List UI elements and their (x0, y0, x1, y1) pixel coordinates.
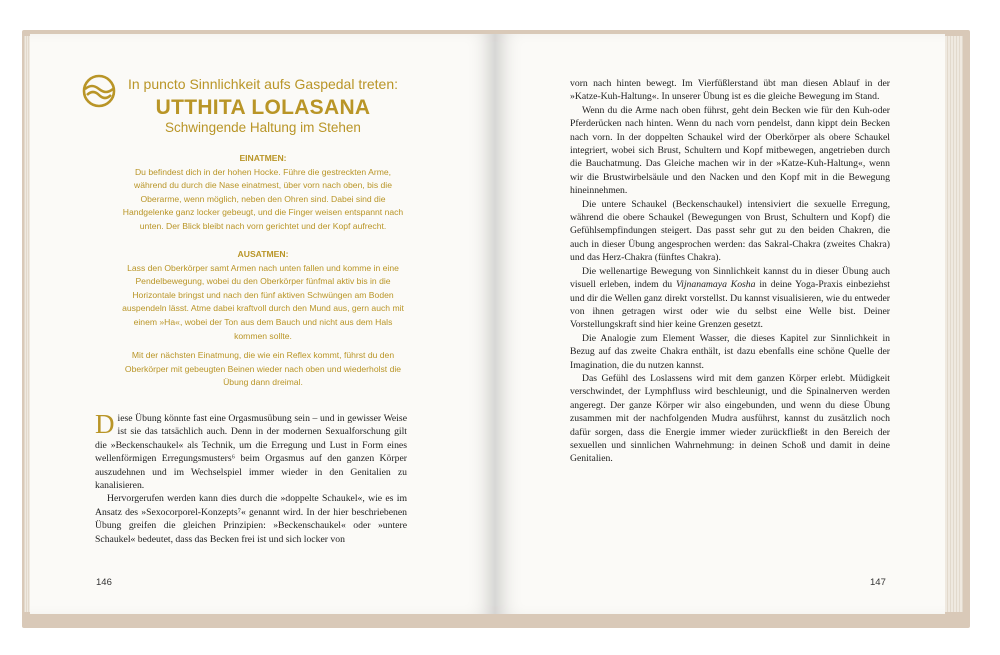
paragraph: Die wellenartige Bewegung von Sinnlichkeit kannst du in dieser Übung auch visuell erleben, indem du Vijnanamaya Kosha in deine Yoga-Praxis einbeziehst und dir die Wellen ganz direkt vorstellst. Du kannst visualisieren, wie du entweder von ihnen getragen wirst oder wie du selbst eine Welle bist. Deiner Vorstellungskraft sind hier keine Grenzen gesetzt. (570, 265, 890, 331)
water-wave-circle-icon (82, 74, 116, 108)
paragraph: Wenn du die Arme nach oben führst, geht dein Becken wie für den Kuh-oder Pferderücken nach hinten. Wenn du nach vorn pendelst, dann kippt dein Becken nach vorn. In der doppelten Schaukel wird der Oberkörper als obere Schaukel integriert, wobei sich Brust, Schultern und Kopf mitbewegen, angetrieben durch die Bauchatmung. Das Gleiche machen wir in der »Katze-Kuh-Haltung«, wenn wir die Brustwirbelsäule und den Nacken und den Kopf mit in die Bewegung hineinnehmen. (570, 104, 890, 197)
repeat-block (122, 349, 404, 390)
paragraph: Hervorgerufen werden kann dies durch die »doppelte Schaukel«, wie es im Ansatz des »Sexocorporel-Konzepts⁷« genannt wird. In der hier beschriebenen Übung greifen die gleichen Prinzipien: »Beckenschaukel« oder »untere Schaukel« bedeutet, dass das Becken frei ist und sich locker von (95, 493, 407, 545)
inhale-heading: EINATMEN: (239, 153, 287, 163)
exercise-title: UTTHITA LOLASANA (155, 96, 371, 119)
italic-term: Vijnanamaya Kosha (675, 279, 756, 291)
exhale-text: Lass den Oberkörper samt Armen nach unten fallen und komme in eine Pendelbewegung, wobei du den Oberkörper fünfmal aktiv bis in die Horizontale bringst und nach den fünf aktiven Schwüngen am Boden auspendeln lässt. Atme dabei kraftvoll durch den Mund aus, gern auch mit einem »Ha«, wobei der Ton aus dem Bauch und nicht aus dem Hals kommen sollte. (122, 262, 404, 341)
inhale-text: Du befindest dich in der hohen Hocke. Führe die gestreckten Arme, während du durch die Nase einatmest, über vorn nach oben, bis die Oberarme, wenn möglich, neben den Ohren sind. Dabei sind die Handgelenke ganz locker gebeugt, und die Finger weisen entspannt nach unten. Der Blick bleibt nach vorn gerichtet und der Kopf aufrecht. (122, 166, 404, 231)
paragraph: Diese Übung könnte fast eine Orgasmusübung sein – und in gewisser Weise ist sie das tatsächlich auch. Denn in der modernen Sexualforschung gilt die »Beckenschaukel« als Technik, um die Erregung und Lust in Form eines wellenförmigen Erregungsmusters⁶ beim Orgasmus auf den ganzen Körper auszudehnen und im Wechselspiel immer wieder in den Genitalien zu kanalisieren. (95, 409, 407, 492)
paragraph: vorn nach hinten bewegt. Im Vierfüßlerstand übt man diesen Ablauf in der »Katze-Kuh-Haltung«. In unserer Übung ist es die gleiche Bewegung im Stand. (570, 78, 890, 103)
left-body-text (95, 409, 407, 546)
paragraph: Die Analogie zum Element Wasser, die dieses Kapitel zur Sinnlichkeit in Bezug auf das zweite Chakra enthält, ist dazu ebenfalls eine schöne Quelle der Imagination, die du nutzen kannst. (570, 332, 890, 371)
chapter-kicker: In puncto Sinnlichkeit aufs Gaspedal treten: (127, 76, 399, 92)
paragraph: Die untere Schaukel (Beckenschaukel) intensiviert die sexuelle Erregung, während die obere Schaukel (Bewegungen von Brust, Schultern und Kopf) die Gefühlsempfindungen steigert. Das passt sehr gut zu den beiden Chakren, die auch in dieser Übung angesprochen werden: das Sakral-Chakra (zweites Chakra) und das Herz-Chakra (fünftes Chakra). (570, 198, 890, 264)
exhale-heading: AUSATMEN: (237, 249, 289, 259)
exhale-block (122, 248, 404, 343)
page-number-left: 146 (96, 577, 112, 588)
paragraph: Das Gefühl des Loslassens wird mit dem ganzen Körper erlebt. Müdigkeit verschwindet, der Lymphfluss wird beschleunigt, und die Spinalnerven werden angeregt. Der ganze Körper wir also eingebunden, und wenn du diese Übung zusammen mit der nachfolgenden Mudra ausführst, kannst du zusätzlich noch dafür sorgen, dass die Energie immer wieder zurückfließt in den Bereich der sexuellen und sinnlichen Wahrnehmung: in deinen Schoß und damit in deine Genitalien. (570, 372, 890, 465)
page-edge-right (945, 36, 963, 612)
inhale-block (122, 152, 404, 234)
exercise-subtitle: Schwingende Haltung im Stehen (165, 120, 361, 135)
dropcap: D (95, 409, 115, 439)
right-body-text (570, 77, 890, 466)
repeat-text: Mit der nächsten Einatmung, die wie ein Reflex kommt, führst du den Oberkörper mit gebeugten Beinen wieder nach oben und wiederholst die Übung dann dreimal. (124, 350, 402, 388)
page-number-right: 147 (870, 577, 886, 588)
